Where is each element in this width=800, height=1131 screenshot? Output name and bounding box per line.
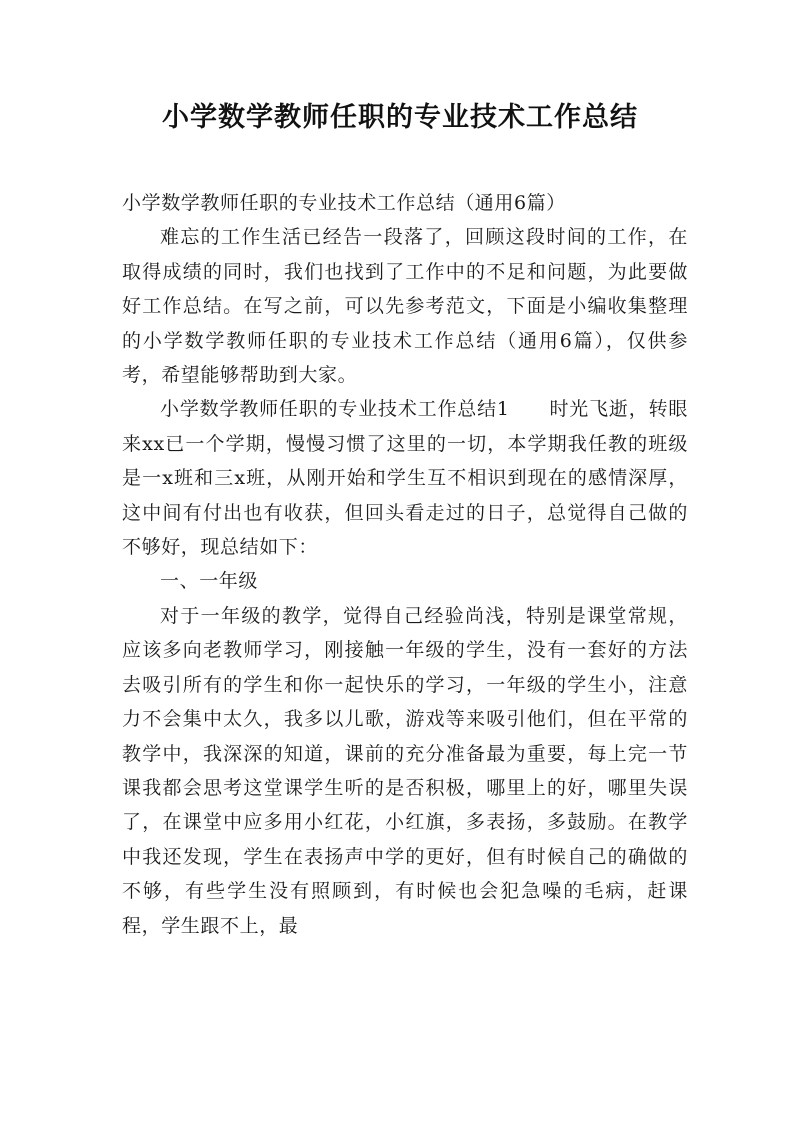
document-subtitle: 小学数学教师任职的专业技术工作总结（通用6篇） bbox=[122, 192, 566, 214]
document-title: 小学数学教师任职的专业技术工作总结 bbox=[162, 102, 638, 133]
paragraph-grade-one: 对于一年级的教学，觉得自己经验尚浅，特别是课堂常规，应该多向老教师学习，刚接触一年级的学生，没有一套好的方法去吸引所有的学生和你一起快乐的学习，一年级的学生小，注意力不会集中太久，我多以儿歌，游戏等来吸引他们，但在平常的教学中，我深深的知道，课前的充分准备最为重要，每上完一节课我都会思考这堂课学生听的是否积极，哪里上的好，哪里失误了，在课堂中应多用小红花，小红旗，多表扬，多鼓励。在教学中我还发现，学生在表扬声中学的更好，但有时候自己的确做的不够，有些学生没有照顾到，有时候也会犯急噪的毛病，赶课程，学生跟不上，最 bbox=[122, 604, 688, 937]
document-body bbox=[122, 186, 688, 943]
section-heading-grade-one: 一、一年级 bbox=[160, 570, 259, 593]
paragraph-intro: 难忘的工作生活已经告一段落了，回顾这段时间的工作，在取得成绩的同时，我们也找到了工作中的不足和问题，为此要做好工作总结。在写之前，可以先参考范文，下面是小编收集整理的小学数学教师任职的专业技术工作总结（通用6篇），仅供参考，希望能够帮助到大家。 bbox=[122, 226, 688, 387]
paragraph-summary-1: 小学数学教师任职的专业技术工作总结1 时光飞逝，转眼来xx已一个学期，慢慢习惯了这里的一切，本学期我任教的班级是一x班和三x班，从刚开始和学生互不相识到现在的感情深厚，这中间有付出也有收获，但回头看走过的日子，总觉得自己做的不够好，现总结如下： bbox=[122, 398, 688, 559]
